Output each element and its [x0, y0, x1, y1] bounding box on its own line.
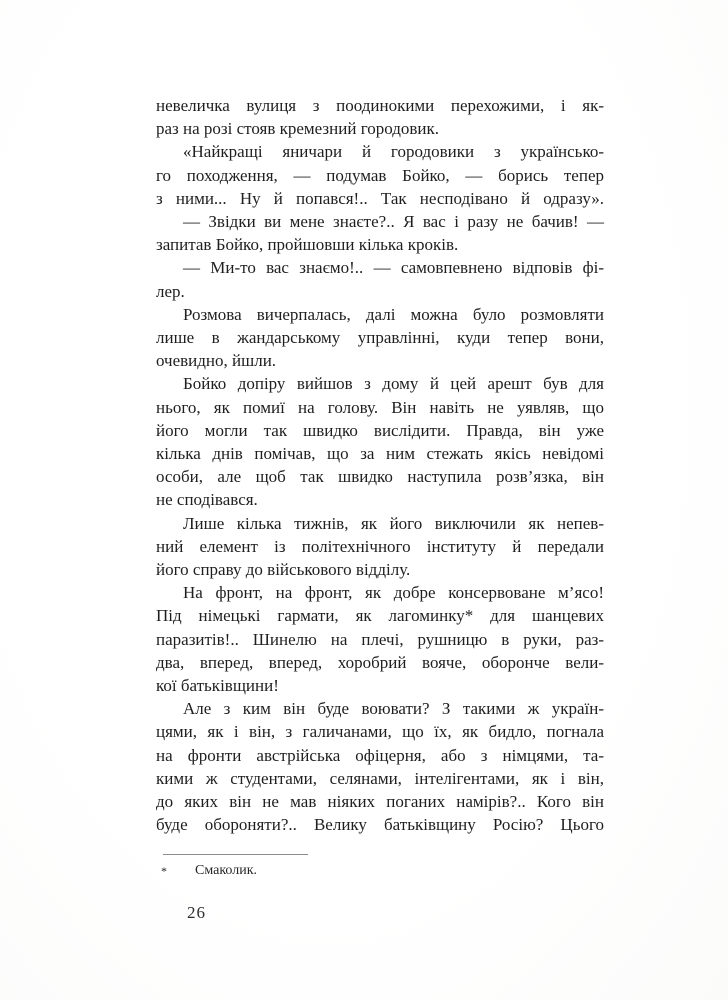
text-line: на фронти австрійська офіцерня, або з німцями, та- [156, 745, 604, 765]
text-line: лише в жандарському управлінні, куди тепер вони, [156, 328, 604, 348]
text-line: го походження, — подумав Бойко, — борись тепер [156, 165, 604, 185]
text-line: Лише кілька тижнів, як його виключили як непев- [183, 513, 604, 533]
page-number: 26 [187, 903, 206, 922]
text-line: особи, але щоб так швидко наступила розв’язка, він [156, 467, 604, 487]
text-line: цями, як і він, з галичанами, що їх, як бидло, погнала [156, 722, 604, 742]
footnote-rule [163, 854, 308, 855]
text-line: — Ми-то вас знаємо!.. — самовпевнено відповів фі- [183, 258, 604, 278]
text-line: до яких він не мав ніяких поганих намірів?.. Кого він [156, 792, 604, 812]
text-line: лер. [156, 281, 185, 301]
text-line: раз на розі стояв кремезний городовик. [156, 119, 440, 139]
text-line: кілька днів помічав, що за ним стежать якісь невідомі [156, 444, 604, 464]
text-line: буде обороняти?.. Велику батьківщину Росію? Цього [156, 815, 604, 835]
paragraph [156, 303, 604, 373]
text-line: «Найкращі яничари й городовики з українсько- [183, 142, 604, 162]
paragraph [156, 512, 604, 582]
text-line: нього, як помиї на голову. Він навіть не уявляв, що [156, 397, 604, 417]
footnote-text: Смаколик. [195, 863, 258, 878]
paragraph [156, 372, 604, 511]
text-line: — Звідки ви мене знаєте?.. Я вас і разу не бачив! — [183, 212, 604, 232]
text-line: не сподівався. [156, 490, 258, 510]
text-line: Але з ким він буде воювати? З такими ж україн- [183, 699, 604, 719]
paragraph [156, 581, 604, 697]
paragraph [156, 697, 604, 836]
text-line: невеличка вулиця з поодинокими перехожими, і як- [156, 96, 604, 115]
text-line: Бойко допіру вийшов з дому й цей арешт був для [183, 374, 604, 394]
text-line: ний елемент із політехнічного інституту й передали [156, 536, 604, 556]
text-line: кими ж студентами, селянами, інтелігентами, як і він, [156, 768, 604, 788]
text-line: два, вперед, вперед, хоробрий вояче, оборонче вели- [156, 652, 604, 672]
footnote-marker: * [161, 864, 167, 878]
body-text [156, 94, 604, 837]
text-line: з ними... Ну й попався!.. Так несподівано й одразу». [156, 188, 604, 208]
text-line: його могли так швидко вислідити. Правда, він уже [156, 420, 604, 440]
text-line: Під німецькі гармати, як лагоминку* для шанцевих [156, 606, 604, 626]
paragraph [156, 140, 604, 210]
text-line: паразитів!.. Шинелю на плечі, рушницю в руки, раз- [156, 629, 604, 649]
text-line: кої батьківщини! [156, 676, 279, 696]
paragraph [156, 94, 604, 140]
footnote [157, 862, 595, 880]
text-line: його справу до військового відділу. [156, 560, 411, 580]
text-line: очевидно, йшли. [156, 351, 277, 371]
text-line: На фронт, на фронт, як добре консервоване м’ясо! [183, 583, 604, 603]
text-line: запитав Бойко, пройшовши кілька кроків. [156, 235, 459, 255]
paragraph [156, 256, 604, 302]
paragraph [156, 210, 604, 256]
text-line: Розмова вичерпалась, далі можна було розмовляти [183, 304, 604, 324]
